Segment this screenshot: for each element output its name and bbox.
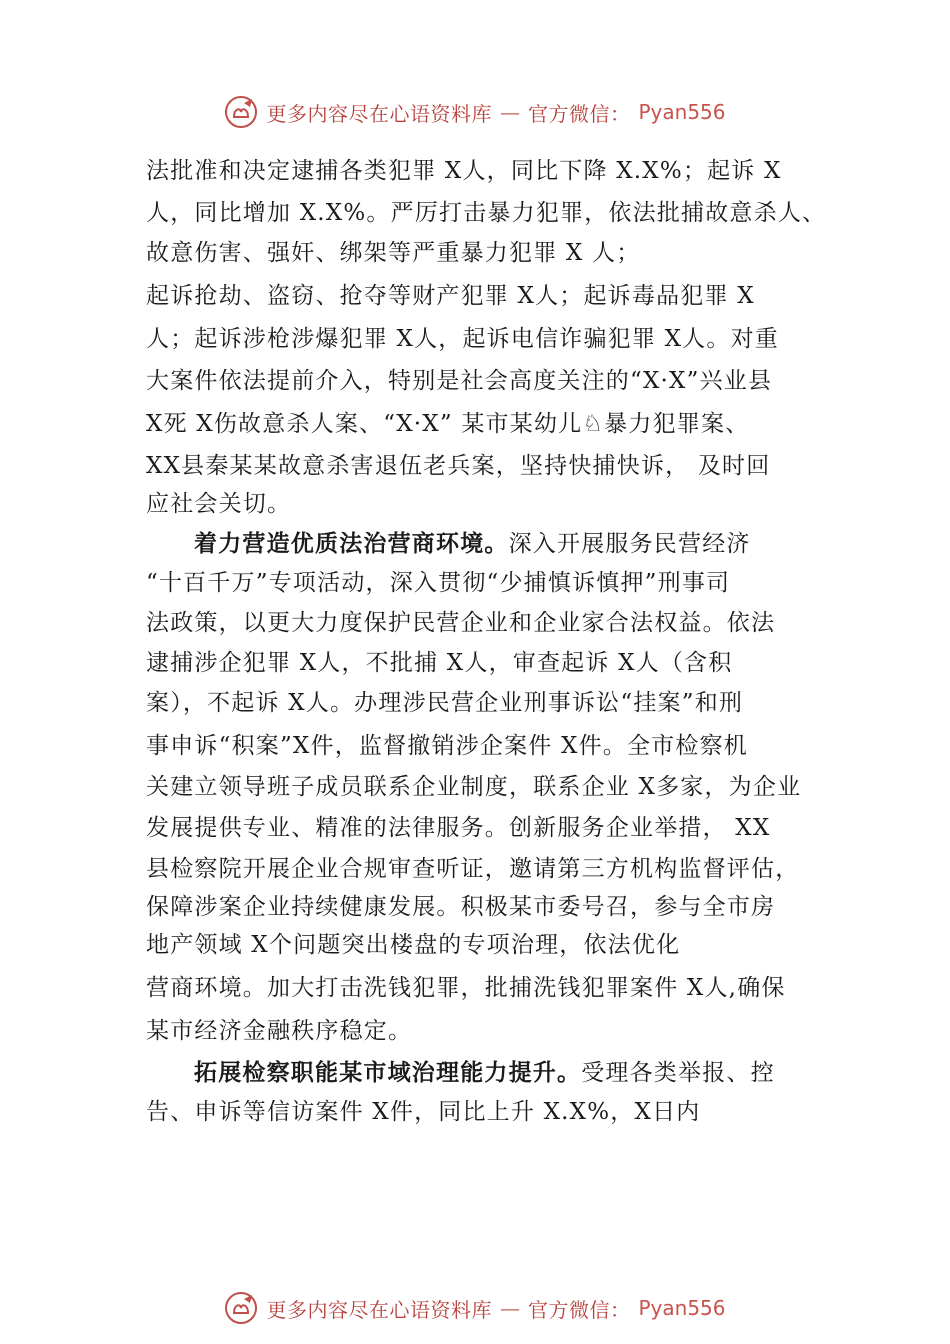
watermark-separator: — [499, 100, 520, 124]
paragraph-heading-line [194, 1058, 775, 1088]
paragraph-heading-rest: 受理各类举报、控 [581, 1060, 775, 1086]
text-line: 法政策，以更大力度保护民营企业和企业家合法权益。依法 [146, 610, 776, 636]
text-line: 逮捕涉企犯罪 X人，不批捕 X人，审查起诉 X人（含积 [146, 650, 733, 676]
text-line: XX县秦某某故意杀害退伍老兵案，坚持快捕快诉， 及时回 [146, 453, 771, 479]
watermark-separator: — [499, 1296, 520, 1320]
watermark-wechat-id: Pyan556 [638, 1296, 726, 1320]
text-line: 关建立领导班子成员联系企业制度，联系企业 X多家，为企业 [146, 774, 802, 800]
text-line: X死 X伤故意杀人案、“X·X” 某市某幼儿♘暴力犯罪案、 [146, 411, 750, 437]
text-line: 法批准和决定逮捕各类犯罪 X人，同比下降 X.X%；起诉 X [146, 158, 782, 184]
text-line: 告、申诉等信访案件 X件，同比上升 X.X%，X日内 [146, 1099, 701, 1125]
watermark-brand-text: 更多内容尽在心语资料库 [266, 1297, 492, 1322]
text-line: 人，同比增加 X.X%。严厉打击暴力犯罪，依法批捕故意杀人、 [146, 200, 827, 226]
text-line: 人；起诉涉枪涉爆犯罪 X人，起诉电信诈骗犯罪 X人。对重 [146, 326, 779, 352]
text-line: 地产领域 X个问题突出楼盘的专项治理，依法优化 [146, 932, 681, 958]
paragraph-heading-line [194, 529, 751, 559]
text-line: 县检察院开展企业合规审查听证，邀请第三方机构监督评估， [146, 856, 800, 882]
text-line: 营商环境。加大打击洗钱犯罪，批捕洗钱犯罪案件 X人,确保 [146, 975, 786, 1001]
paragraph-heading-rest: 深入开展服务民营经济 [508, 531, 751, 557]
watermark-wechat-label: 官方微信： [527, 101, 631, 126]
text-line: “十百千万”专项活动，深入贯彻“少捕慎诉慎押”刑事司 [146, 570, 731, 596]
watermark-brand-text: 更多内容尽在心语资料库 [266, 101, 492, 126]
text-line: 大案件依法提前介入，特别是社会高度关注的“X·X”兴业县 [146, 368, 773, 394]
pen-heart-logo-icon [224, 1291, 258, 1325]
paragraph-heading: 拓展检察职能某市域治理能力提升。 [194, 1059, 582, 1086]
text-line: 发展提供专业、精准的法律服务。创新服务企业举措， XX [146, 815, 771, 841]
text-line: 案），不起诉 X人。办理涉民营企业刑事诉讼“挂案”和刑 [146, 690, 744, 716]
text-line: 起诉抢劫、盗窃、抢夺等财产犯罪 X人；起诉毒品犯罪 X [146, 283, 755, 309]
footer-watermark [0, 1288, 950, 1328]
text-line: 故意伤害、强奸、绑架等严重暴力犯罪 X 人； [146, 240, 641, 266]
watermark-wechat-label: 官方微信： [527, 1297, 631, 1322]
text-line: 某市经济金融秩序稳定。 [146, 1018, 413, 1044]
text-line: 事申诉“积案”X件，监督撤销涉企案件 X件。全市检察机 [146, 733, 748, 759]
text-line: 保障涉案企业持续健康发展。积极某市委号召，参与全市房 [146, 894, 776, 920]
text-line: 应社会关切。 [146, 491, 292, 517]
paragraph-heading: 着力营造优质法治营商环境。 [194, 530, 509, 557]
watermark-wechat-id: Pyan556 [638, 100, 726, 124]
